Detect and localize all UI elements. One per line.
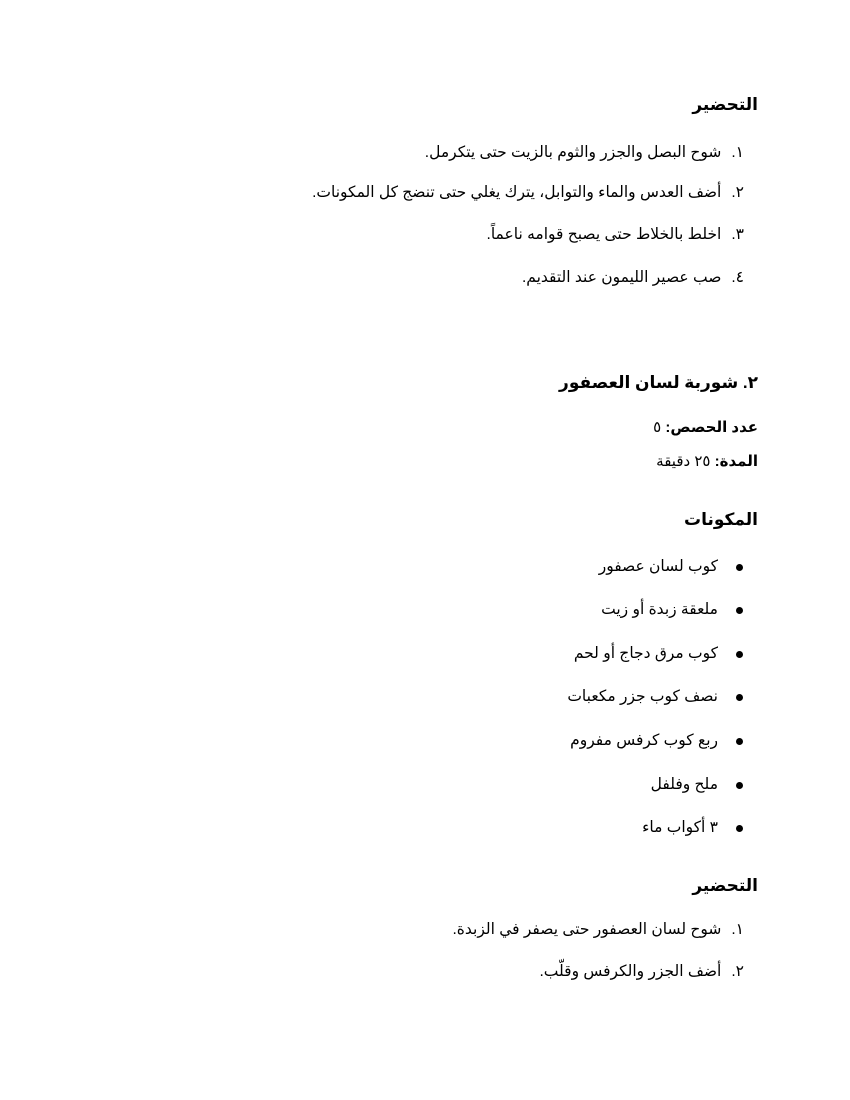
- ingredient-item: ملح وفلفل: [650, 776, 718, 793]
- bullet-icon: [736, 651, 743, 658]
- ingredient-item: كوب لسان عصفور: [598, 558, 718, 575]
- step-number: ٤.: [731, 269, 744, 286]
- preparation-heading: التحضير: [692, 876, 758, 895]
- step-text: أضف الجزر والكرفس وقلّب.: [539, 963, 722, 980]
- ingredient-item: كوب مرق دجاج أو لحم: [573, 645, 718, 662]
- step-number: ٢.: [731, 963, 744, 980]
- bullet-icon: [736, 564, 743, 571]
- bullet-icon: [736, 738, 743, 745]
- bullet-icon: [736, 607, 743, 614]
- ingredient-item: نصف كوب جزر مكعبات: [567, 688, 718, 705]
- duration-value: ٢٥ دقيقة: [656, 453, 711, 470]
- step-number: ١.: [731, 144, 744, 161]
- step-text: اخلط بالخلاط حتى يصبح قوامه ناعماً.: [486, 226, 722, 243]
- preparation-heading: التحضير: [692, 95, 758, 114]
- step-item: [452, 920, 744, 939]
- step-text: صب عصير الليمون عند التقديم.: [521, 269, 722, 286]
- step-number: ١.: [731, 921, 744, 938]
- duration-line: [656, 452, 758, 470]
- step-item: [312, 183, 744, 202]
- step-item: [425, 143, 744, 162]
- bullet-icon: [736, 825, 743, 832]
- step-item: [540, 962, 745, 981]
- duration-label: المدة:: [714, 453, 758, 470]
- step-number: ٢.: [731, 184, 744, 201]
- step-text: شوح البصل والجزر والثوم بالزيت حتى يتكرمل.: [424, 144, 722, 161]
- bullet-icon: [736, 782, 743, 789]
- ingredient-item: ٣ أكواب ماء: [642, 819, 718, 836]
- servings-label: عدد الحصص:: [665, 419, 758, 436]
- step-number: ٣.: [731, 226, 744, 243]
- servings-value: ٥: [653, 419, 662, 436]
- step-item: [522, 268, 744, 287]
- recipe-title: ٢. شوربة لسان العصفور: [559, 373, 758, 392]
- servings-line: [653, 418, 758, 436]
- ingredients-heading: المكونات: [683, 510, 758, 529]
- bullet-icon: [736, 694, 743, 701]
- ingredient-item: ملعقة زبدة أو زيت: [601, 601, 718, 618]
- ingredient-item: ربع كوب كرفس مفروم: [570, 732, 718, 749]
- step-item: [487, 225, 744, 244]
- step-text: شوح لسان العصفور حتى يصفر في الزبدة.: [452, 921, 722, 938]
- step-text: أضف العدس والماء والتوابل، يترك يغلي حتى تنضج كل المكونات.: [312, 184, 722, 201]
